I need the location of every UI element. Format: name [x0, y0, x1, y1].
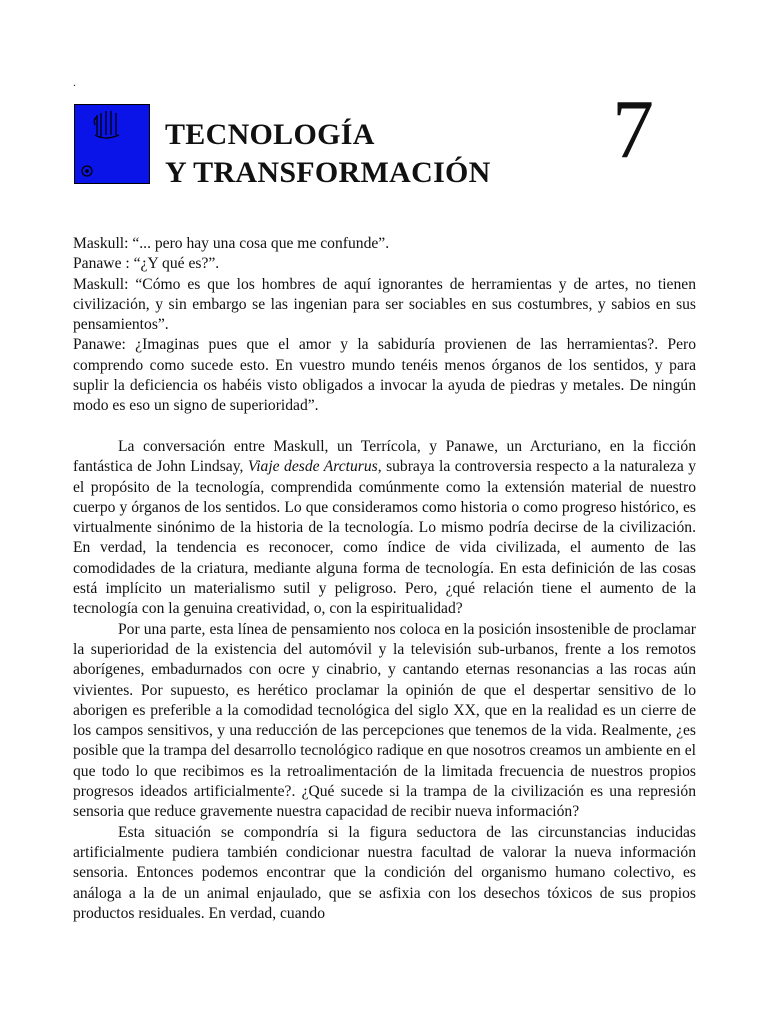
dialogue-line-panawe-2: Panawe: ¿Imaginas pues que el amor y la sabiduría provienen de las herramientas?. Pero comprendo como sucede esto. En vuestro mundo tenéis menos órganos de los sentidos, y para suplir la deficiencia os habéis visto obligados a invocar la ayuda de piedras y metales. De ningún modo es eso un signo de superioridad”. — [73, 336, 696, 415]
page-dot: . — [73, 75, 76, 89]
paragraph-spacer — [73, 417, 696, 437]
chapter-title — [165, 116, 491, 192]
chapter-logo — [74, 104, 150, 184]
body-text — [73, 234, 696, 924]
chapter-title-line-1: TECNOLOGÍA — [165, 118, 375, 151]
hand-emblem-icon — [75, 105, 151, 185]
chapter-number: 7 — [612, 83, 654, 176]
dialogue-line-maskull-2: Maskull: “Cómo es que los hombres de aquí ignorantes de herramientas y de artes, no tienen civilización, y sin embargo se las ingenian para ser sociables en sus costumbres, y sabios en sus pensamientos”. — [73, 275, 696, 334]
paragraph-1-start: La conversación entre Maskull, un Terrícola, y Panawe, un Arcturiano, en la ficción fantástica de John Lindsay, — [73, 437, 696, 476]
paragraph-1 — [73, 437, 696, 620]
dialogue-line-maskull-1: Maskull: “... pero hay una cosa que me confunde”. — [73, 235, 390, 252]
dialogue-line-panawe-1: Panawe : “¿Y qué es?”. — [73, 255, 220, 273]
chapter-title-line-2: Y TRANSFORMACIÓN — [165, 156, 491, 189]
book-title: Viaje desde Arcturus — [247, 458, 378, 476]
paragraph-3: Esta situación se compondría si la figura seductora de las circunstancias inducidas artificialmente pudiera también condicionar nuestra facultad de valorar la nueva información sensoria. Entonces podemos encontrar que la condición del organismo humano colectivo, es análoga a la de un animal enjaulado, que se asfixia con los desechos tóxicos de sus propios productos residuales. En verdad, cuando — [73, 823, 696, 922]
paragraph-1-end: , subraya la controversia respecto a la naturaleza y el propósito de la tecnología, comprendida comúnmente como la extensión material de nuestro cuerpo y órganos de los sentidos. Lo que consideramos como historia o como progreso histórico, es virtualmente sinónimo de la historia de la tecnología. Lo mismo podría decirse de la civilización. En verdad, la tendencia es reconocer, como índice de vida civilizada, el aumento de las comodidades de la criatura, mediante alguna forma de tecnología. En esta definición de las cosas está implícito un materialismo sutil y peligroso. Pero, ¿qué relación tiene el aumento de la tecnología con la genuina creatividad, o, con la espiritualidad? — [73, 458, 696, 618]
paragraph-2: Por una parte, esta línea de pensamiento nos coloca en la posición insostenible de proclamar la superioridad de la existencia del automóvil y la televisión sub-urbanos, frente a los remotos aborígenes, embadurnados con ocre y cinabrio, y cantando eternas resonancias a las rocas aún vivientes. Por supuesto, es herético proclamar la opinión de que el despertar sensitivo de lo aborigen es preferible a la comodidad tecnológica del siglo XX, que en la realidad es un cierre de los campos sensitivos, y una reducción de las percepciones que tenemos de la vida. Realmente, ¿es posible que la trampa del desarrollo tecnológico radique en que nosotros creamos un ambiente en el que todo lo que recibimos es la retroalimentación de la limitada frecuencia de nuestros propios progresos ideados artificialmente?. ¿Qué sucede si la trampa de la civilización es una represión sensoria que reduce gravemente nuestra capacidad de recibir nueva información? — [73, 620, 696, 821]
